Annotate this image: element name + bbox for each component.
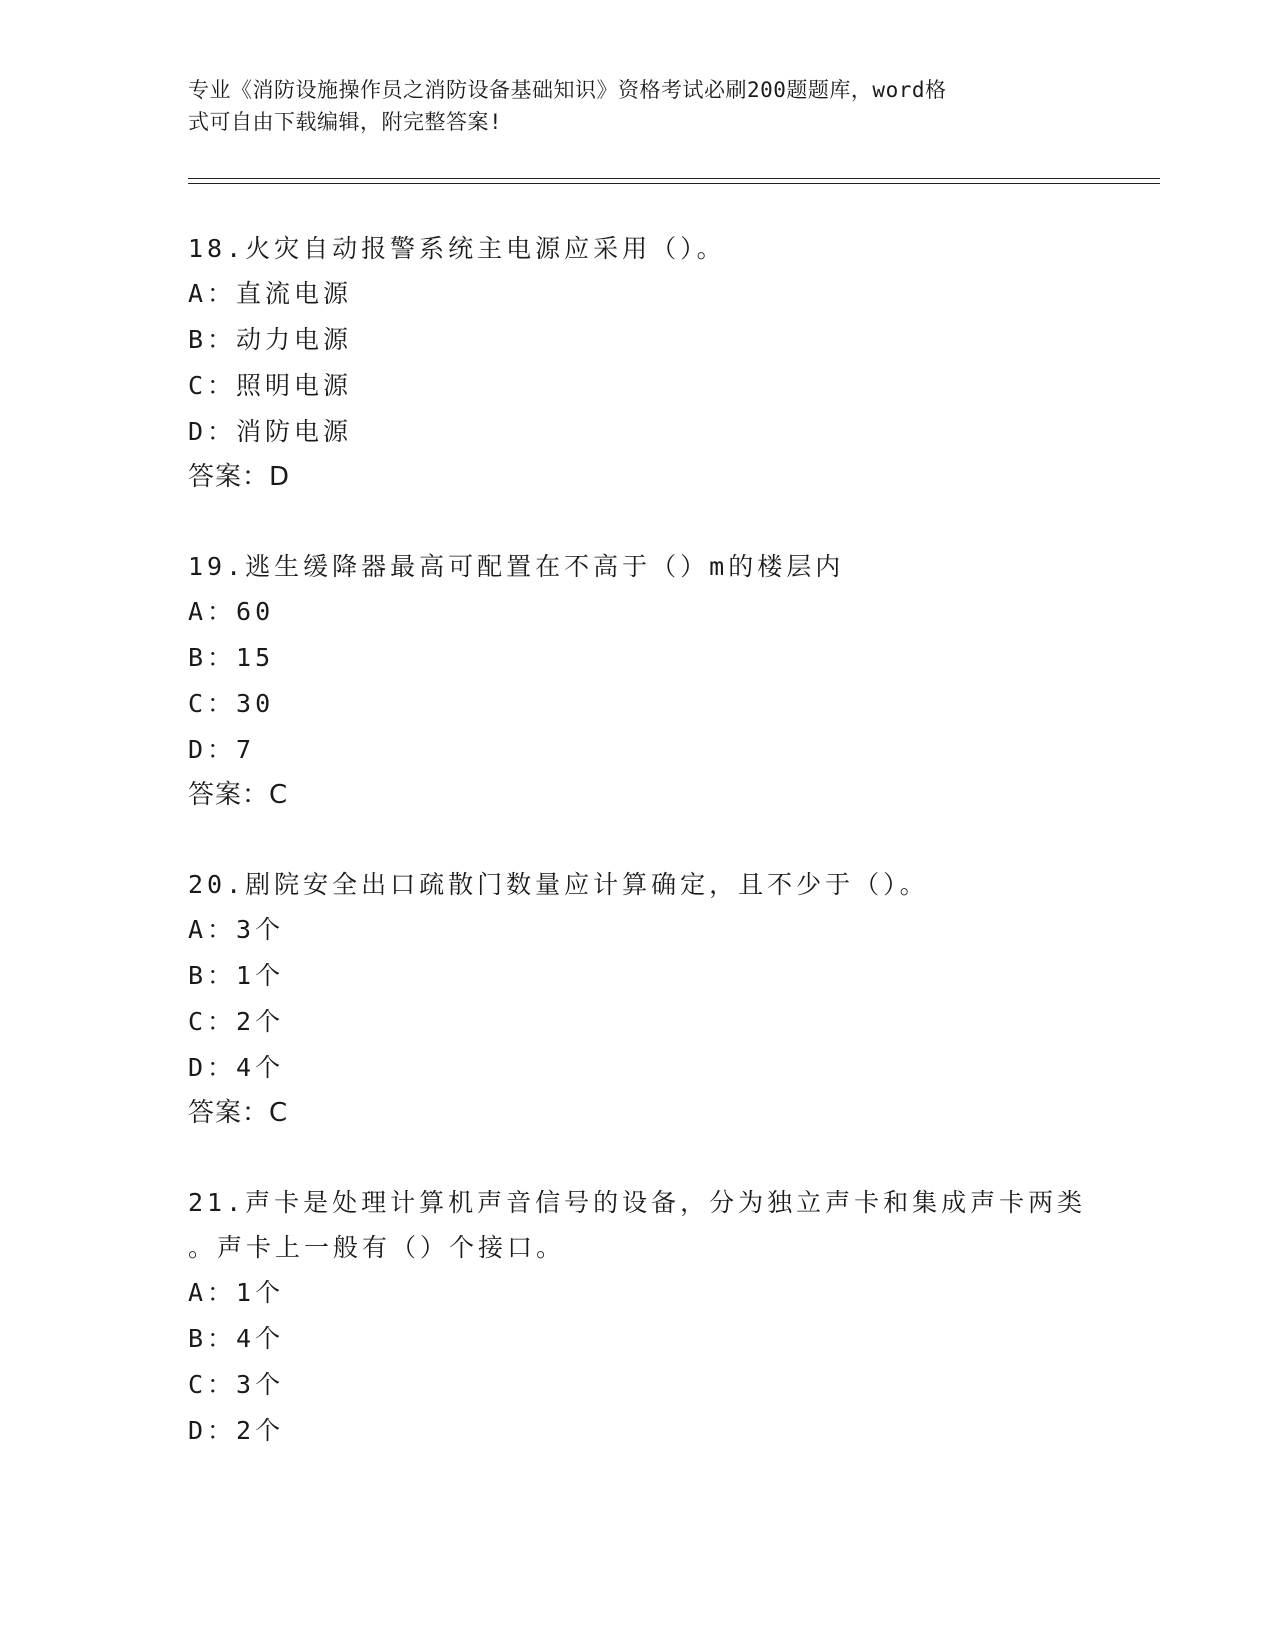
- header-line-1: 专业《消防设施操作员之消防设备基础知识》资格考试必刷200题题库，word格: [188, 78, 947, 102]
- question-stem: 18.火灾自动报警系统主电源应采用（）。: [188, 234, 726, 263]
- document-header: [188, 74, 1088, 138]
- option-b: B：1个: [188, 961, 285, 990]
- question-18: [188, 226, 1088, 499]
- option-c: C：照明电源: [188, 371, 353, 400]
- option-d: D：2个: [188, 1416, 285, 1445]
- answer-label: 答案：C: [188, 780, 289, 810]
- header-divider-top: [188, 178, 1160, 179]
- option-a: A：直流电源: [188, 279, 353, 308]
- question-stem-line-2: 。声卡上一般有（）个接口。: [188, 1233, 566, 1262]
- question-stem: 19.逃生缓降器最高可配置在不高于（）m的楼层内: [188, 552, 845, 581]
- question-stem: 20.剧院安全出口疏散门数量应计算确定，且不少于（）。: [188, 870, 929, 899]
- option-c: C：30: [188, 689, 275, 718]
- option-b: B：动力电源: [188, 325, 353, 354]
- option-b: B：15: [188, 643, 275, 672]
- option-a: A：60: [188, 597, 275, 626]
- option-a: A：3个: [188, 915, 285, 944]
- answer-label: 答案：C: [188, 1098, 289, 1128]
- option-d: D：4个: [188, 1053, 285, 1082]
- option-d: D：7: [188, 735, 256, 764]
- question-20: [188, 862, 1088, 1135]
- question-stem-line-1: 21.声卡是处理计算机声音信号的设备，分为独立声卡和集成声卡两类: [188, 1188, 1087, 1217]
- header-divider-bottom: [188, 183, 1160, 184]
- option-c: C：3个: [188, 1370, 285, 1399]
- question-19: [188, 544, 1088, 817]
- option-b: B：4个: [188, 1324, 285, 1353]
- answer-label: 答案：D: [188, 462, 291, 492]
- header-line-2: 式可自由下载编辑，附完整答案!: [188, 110, 503, 134]
- option-a: A：1个: [188, 1278, 285, 1307]
- question-21: [188, 1180, 1088, 1454]
- option-d: D：消防电源: [188, 417, 353, 446]
- option-c: C：2个: [188, 1007, 285, 1036]
